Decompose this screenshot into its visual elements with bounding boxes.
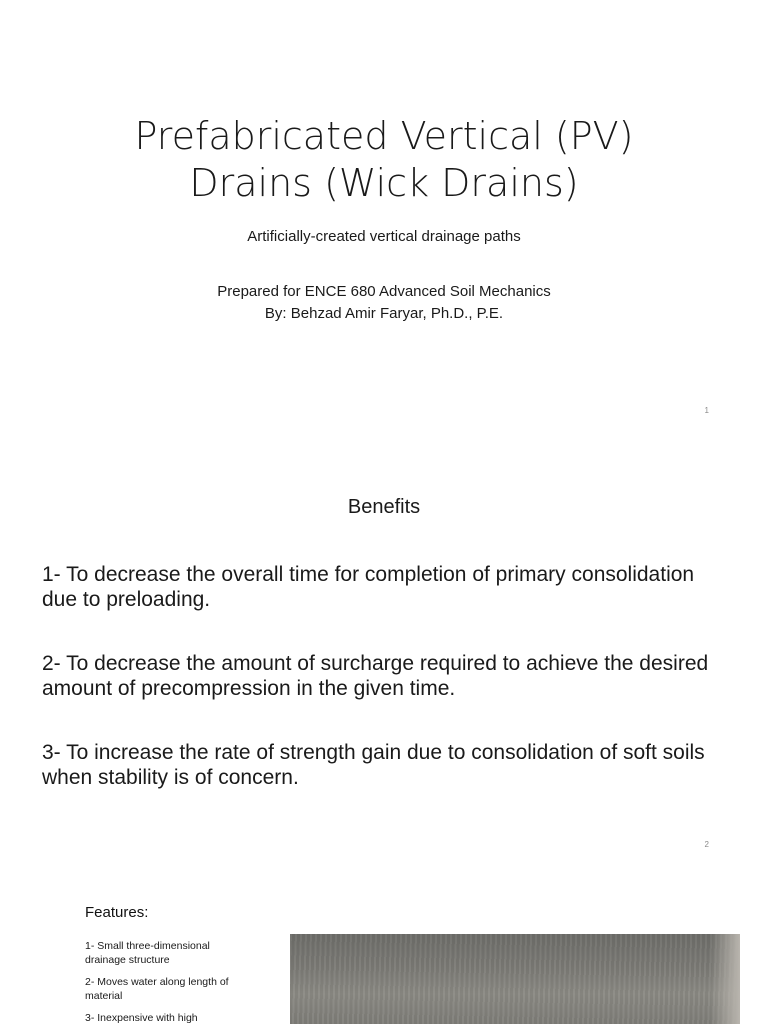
feature-item: 2- Moves water along length of material	[85, 976, 229, 1002]
photo-edge	[710, 934, 740, 1024]
benefits-heading: Benefits	[347, 496, 421, 518]
slide-title	[0, 0, 768, 430]
prepared-for-line: Prepared for ENCE 680 Advanced Soil Mechanics	[217, 283, 551, 300]
benefit-item: 2- To decrease the amount of surcharge required to achieve the desired amount of precompression in the given time.	[42, 652, 709, 700]
slide-features	[0, 866, 768, 1024]
slide-benefits	[0, 432, 768, 864]
feature-item: 1- Small three-dimensional drainage structure	[85, 940, 210, 966]
title-line: Prefabricated Vertical (PV)	[134, 114, 634, 158]
benefit-item: 1- To decrease the overall time for completion of primary consolidation due to preloading.	[42, 563, 695, 611]
slide-title-heading	[0, 113, 768, 207]
wick-drain-photo	[290, 934, 740, 1024]
author-line: By: Behzad Amir Faryar, Ph.D., P.E.	[264, 305, 504, 322]
slide-subtitle: Artificially-created vertical drainage paths	[247, 228, 521, 245]
benefit-item: 3- To increase the rate of strength gain due to consolidation of soft soils when stability is of concern.	[42, 741, 705, 789]
slide-number: 1	[704, 406, 709, 415]
slide-number: 2	[704, 840, 709, 849]
features-heading: Features:	[85, 904, 149, 921]
feature-item: 3- Inexpensive with high	[85, 1012, 198, 1024]
prepared-by-block	[0, 281, 768, 325]
title-line: Drains (Wick Drains)	[189, 161, 579, 205]
